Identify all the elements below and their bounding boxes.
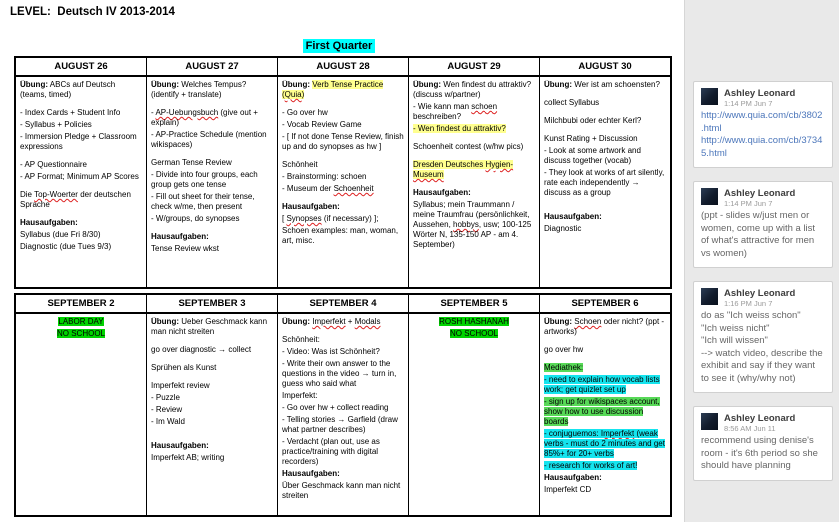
- misspelled-word: Schoen: [574, 317, 602, 326]
- text-run: Wer ist am schoensten?: [572, 80, 660, 89]
- text-run: - sign up for wikispaces account, show how to use discussion boards: [544, 397, 660, 426]
- text-run: - Brainstorming: schoen: [282, 172, 367, 181]
- comment-text: (ppt - slides w/just men or women, come up with a list of what's attractive for men vs women): [701, 210, 816, 259]
- comment-timestamp: 8:56 AM Jun 11: [724, 424, 776, 433]
- comment-timestamp: 1:16 PM Jun 7: [724, 299, 773, 308]
- comment-text: "Ich will wissen": [701, 335, 768, 346]
- day-header: AUGUST 28: [278, 57, 409, 76]
- misspelled-word: Imperfekt: [600, 429, 635, 438]
- text-run: Imperfekt CD: [544, 485, 592, 494]
- comment-body: [701, 210, 825, 260]
- text-run: Mediathek:: [544, 363, 584, 372]
- text-run: Wen findest du attraktiv? (discuss w/partner): [413, 80, 532, 99]
- day-cell: [278, 76, 409, 288]
- text-run: - Write their own answer to the questions in the video → turn in, guess who said what: [282, 359, 397, 388]
- day-cell: [409, 76, 540, 288]
- text-run: Diagnostic: [544, 224, 582, 233]
- text-run: - Wie kann man: [413, 102, 472, 111]
- day-header: SEPTEMBER 4: [278, 294, 409, 313]
- text-run: - W/groups, do synopses: [151, 214, 240, 223]
- text-run: [: [282, 214, 287, 223]
- text-run: ROSH HASHANAH: [439, 317, 509, 326]
- text-run: - They look at works of art silently, rate each independently → discuss as a group: [544, 168, 665, 197]
- text-run: Syllabus (due Fri 8/30): [20, 230, 101, 239]
- comment-text: recommend using denise's room - it's 6th period so she should have planning: [701, 435, 818, 471]
- text-run: - Index Cards + Student Info: [20, 108, 121, 117]
- avatar: [701, 288, 718, 305]
- misspelled-word: Hygien-Museum: [413, 160, 514, 179]
- text-run: Über Geschmack kann man nicht streiten: [282, 481, 401, 500]
- text-run: Hausaufgaben:: [544, 473, 602, 482]
- day-cell: [409, 313, 540, 516]
- comment-header: [701, 88, 825, 108]
- text-run: - Look at some artwork and discuss together (vocab): [544, 146, 641, 165]
- day-cell: [147, 313, 278, 516]
- comment-header: [701, 188, 825, 208]
- text-run: - Video: Was ist Schönheit?: [282, 347, 380, 356]
- text-run: - Verdacht (plan out, use as practice/training with digital recorders): [282, 437, 380, 466]
- text-run: - AP-Practice Schedule (mention wikispaces): [151, 130, 267, 149]
- text-run: - AP Format; Minimum AP Scores: [20, 172, 139, 181]
- misspelled-word: Synopses: [286, 214, 322, 223]
- text-run: Imperfekt review: [151, 381, 210, 390]
- text-run: Kunst Rating + Discussion: [544, 134, 638, 143]
- text-run: ): [301, 90, 305, 99]
- text-run: Hausaufgaben:: [20, 218, 78, 227]
- text-run: Übung:: [151, 80, 179, 89]
- text-run: (if necessary) ];: [321, 214, 379, 223]
- comment-author: Ashley Leonard: [724, 413, 796, 424]
- avatar: [701, 88, 718, 105]
- text-run: Welches Tempus? (identify + translate): [151, 80, 247, 99]
- text-run: Dresden Deutsches: [413, 160, 486, 169]
- day-header: AUGUST 29: [409, 57, 540, 76]
- text-run: Diagnostic (due Tues 9/3): [20, 242, 112, 251]
- text-run: - Wen findest du attraktiv?: [413, 124, 506, 133]
- text-run: Übung:: [413, 80, 441, 89]
- misspelled-word: Modals: [354, 317, 381, 326]
- text-run: oder nicht? (ppt - artworks): [544, 317, 665, 336]
- text-run: go over diagnostic → collect: [151, 345, 252, 354]
- day-header: AUGUST 26: [15, 57, 147, 76]
- text-run: Hausaufgaben:: [151, 441, 209, 450]
- text-run: Die: [20, 190, 35, 199]
- avatar: [701, 188, 718, 205]
- text-run: Hausaufgaben:: [282, 202, 340, 211]
- comment-text: do as "Ich weiss schon": [701, 310, 801, 321]
- text-run: , usw; 100-125 Wörter N, 135-150 AP - am 4. September): [413, 220, 532, 249]
- quarter-title: First Quarter: [303, 39, 376, 53]
- comment-author: Ashley Leonard: [724, 288, 796, 299]
- text-run: - Divide into four groups, each group gets one tense: [151, 170, 258, 189]
- comment-author: Ashley Leonard: [724, 88, 796, 99]
- comment-link[interactable]: http://www.quia.com/cb/37345.html: [701, 135, 823, 159]
- comment-text: --> watch video, describe the exhibit and say if they want to see it (why/why not): [701, 347, 823, 384]
- text-run: Schoen examples: man, woman, art, misc.: [282, 226, 399, 245]
- text-run: NO SCHOOL: [449, 329, 498, 338]
- text-run: - Vocab Review Game: [282, 120, 362, 129]
- text-run: Imperfekt AB; writing: [151, 453, 225, 462]
- text-run: (weak verbs - must do 2 minutes and get 85%+ for 20+ verbs: [544, 429, 665, 458]
- comment-card[interactable]: [693, 406, 833, 481]
- day-header: SEPTEMBER 3: [147, 294, 278, 313]
- text-run: Milchbubi oder echter Kerl?: [544, 116, 642, 125]
- misspelled-word: Top-Woerter: [34, 190, 78, 199]
- day-header: AUGUST 30: [540, 57, 672, 76]
- comment-body: [701, 310, 825, 385]
- text-run: - Syllabus + Policies: [20, 120, 92, 129]
- comments-list: [685, 0, 839, 481]
- text-run: Übung:: [282, 317, 310, 326]
- comment-card[interactable]: [693, 281, 833, 393]
- misspelled-word: schoen: [471, 102, 498, 111]
- week-table: [14, 56, 672, 289]
- comment-header: [701, 288, 825, 308]
- comment-text: "Ich weiss nicht": [701, 322, 770, 334]
- text-run: - conjuguemos:: [544, 429, 601, 438]
- day-cell: [278, 313, 409, 516]
- text-run: Verb Tense Practice (: [282, 80, 384, 99]
- text-run: -: [151, 108, 156, 117]
- misspelled-word: Quia: [284, 90, 302, 99]
- text-run: Hausaufgaben:: [413, 188, 471, 197]
- comment-author: Ashley Leonard: [724, 188, 796, 199]
- text-run: - need to explain how vocab lists work; get quizlet set up: [544, 375, 660, 394]
- text-run: Schoenheit contest (w/hw pics): [413, 142, 524, 151]
- day-cell: [540, 313, 672, 516]
- misspelled-word: hobbys: [453, 220, 479, 229]
- text-run: Tense Review wkst: [151, 244, 220, 253]
- comment-timestamp: 1:14 PM Jun 7: [724, 99, 773, 108]
- text-run: Ueber Geschmack kann man nicht streiten: [151, 317, 268, 336]
- comment-body: [701, 435, 825, 473]
- text-run: - Im Wald: [151, 417, 185, 426]
- comments-sidebar: [684, 0, 839, 522]
- avatar: [701, 413, 718, 430]
- text-run: Übung:: [20, 80, 48, 89]
- text-run: LABOR DAY: [58, 317, 104, 326]
- text-run: collect Syllabus: [544, 98, 600, 107]
- week-table: [14, 293, 672, 517]
- day-cell: [15, 313, 147, 516]
- text-run: go over hw: [544, 345, 584, 354]
- text-run: (give out + explain): [151, 108, 258, 127]
- text-run: Imperfekt:: [282, 391, 318, 400]
- comment-header: [701, 413, 825, 433]
- text-run: Hausaufgaben:: [544, 212, 602, 221]
- comment-card[interactable]: [693, 181, 833, 268]
- text-run: - Go over hw + collect reading: [282, 403, 389, 412]
- text-run: Übung:: [282, 80, 310, 89]
- text-run: Sprühen als Kunst: [151, 363, 217, 372]
- text-run: Hausaufgaben:: [151, 232, 209, 241]
- text-run: Schönheit: [282, 160, 318, 169]
- text-run: - Telling stories → Garfield (draw what partner describes): [282, 415, 398, 434]
- text-run: - Immersion Pledge + Classroom expressions: [20, 132, 137, 151]
- text-run: - research for works of art!: [544, 461, 638, 470]
- level-title: LEVEL: Deutsch IV 2013-2014: [10, 6, 175, 18]
- text-run: - Fill out sheet for their tense, check w/me, then present: [151, 192, 255, 211]
- misspelled-word: Imperfekt: [312, 317, 346, 326]
- text-run: - Go over hw: [282, 108, 328, 117]
- text-run: Syllabus; mein Traummann / meine Traumfrau (persönlichkeit, Aussehen,: [413, 200, 530, 229]
- day-header: SEPTEMBER 5: [409, 294, 540, 313]
- text-run: der deutschen Sprache: [20, 190, 131, 209]
- text-run: - Puzzle: [151, 393, 180, 402]
- comment-card[interactable]: [693, 81, 833, 168]
- text-run: +: [345, 317, 355, 326]
- misspelled-word: Schoenheit: [333, 184, 374, 193]
- day-header: AUGUST 27: [147, 57, 278, 76]
- text-run: - Museum der: [282, 184, 334, 193]
- day-header: SEPTEMBER 2: [15, 294, 147, 313]
- comment-timestamp: 1:14 PM Jun 7: [724, 199, 773, 208]
- comment-link[interactable]: http://www.quia.com/cb/3802.html: [701, 110, 823, 134]
- day-header: SEPTEMBER 6: [540, 294, 672, 313]
- text-run: ABCs auf Deutsch (teams, timed): [20, 80, 116, 99]
- text-run: Übung:: [544, 317, 572, 326]
- quarter-title-row: [14, 36, 664, 54]
- text-run: Übung:: [544, 80, 572, 89]
- text-run: NO SCHOOL: [56, 329, 105, 338]
- text-run: - AP Questionnaire: [20, 160, 88, 169]
- text-run: Übung:: [151, 317, 179, 326]
- text-run: - Review: [151, 405, 183, 414]
- misspelled-word: AP-Uebungsbuch: [155, 108, 219, 117]
- day-cell: [540, 76, 672, 288]
- text-run: German Tense Review: [151, 158, 232, 167]
- day-cell: [15, 76, 147, 288]
- comment-body: [701, 110, 825, 160]
- text-run: beschreiben?: [413, 112, 462, 121]
- text-run: Hausaufgaben:: [282, 469, 340, 478]
- text-run: Schönheit:: [282, 335, 320, 344]
- text-run: - [ If not done Tense Review, finish up and do synopses as hw ]: [282, 132, 404, 151]
- day-cell: [147, 76, 278, 288]
